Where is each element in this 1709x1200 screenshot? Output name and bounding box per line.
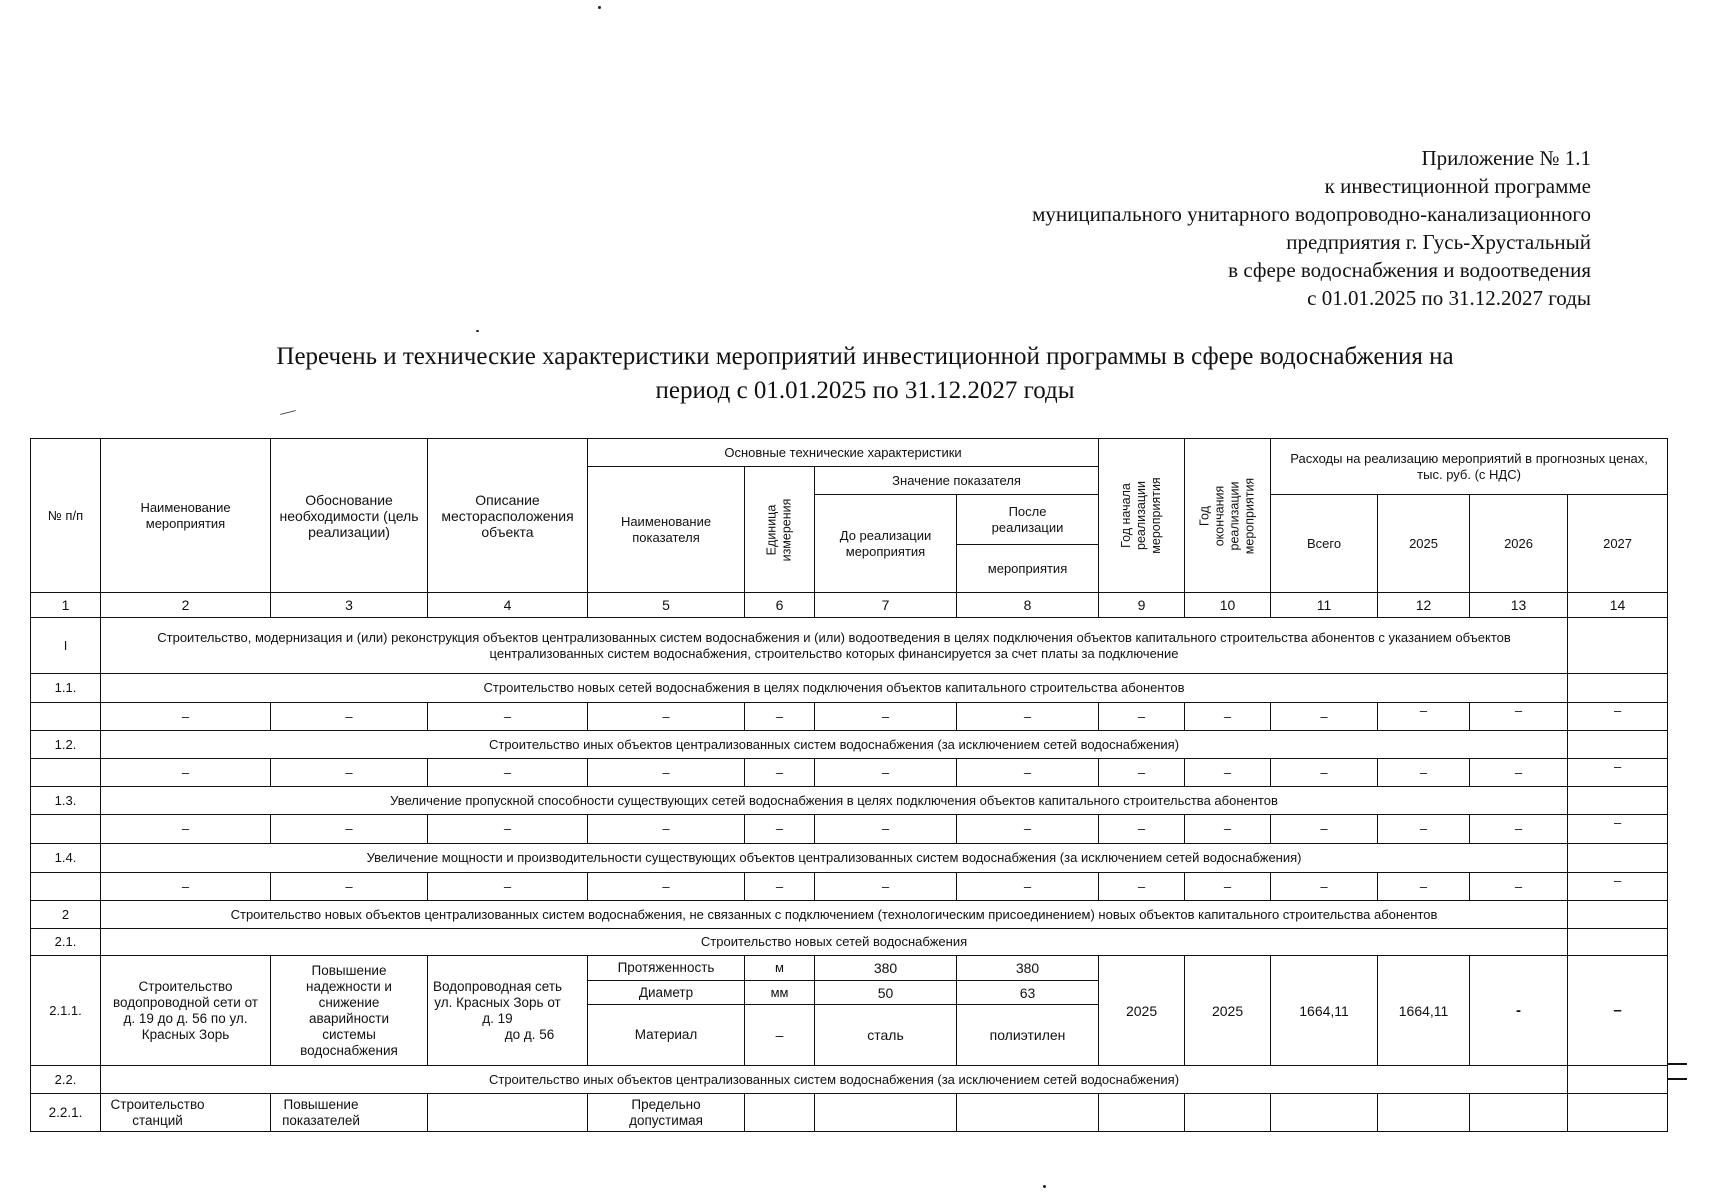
dash-cell: – [1185, 873, 1271, 901]
section-row [31, 929, 1668, 956]
header-indicator-name: Наименование показателя [588, 467, 745, 593]
section-row [31, 674, 1668, 703]
appendix-line: с 01.01.2025 по 31.12.2027 годы [1307, 286, 1591, 310]
empty-cell [1378, 1094, 1470, 1132]
empty-cell [31, 873, 101, 901]
dash-cell: – [428, 703, 588, 731]
header-num: № п/п [31, 439, 101, 593]
dash-cell: – [588, 873, 745, 901]
measure-justification: Повышение показателей [271, 1094, 428, 1132]
indicator-unit: мм [745, 981, 815, 1005]
empty-cell [745, 1094, 815, 1132]
empty-cell [1568, 731, 1668, 759]
empty-cell [31, 815, 101, 844]
dash-cell: – [271, 703, 428, 731]
dash-cell: – [101, 815, 271, 844]
dash-cell: – [1271, 759, 1378, 787]
col-number: 14 [1568, 593, 1668, 618]
empty-cell [1271, 1094, 1378, 1132]
indicator-name: Предельно допустимая [588, 1094, 745, 1132]
empty-cell [428, 1094, 588, 1132]
appendix-line: к инвестиционной программе [1324, 174, 1591, 198]
dash-cell: – [815, 873, 957, 901]
section-row [31, 618, 1668, 674]
measure-row [31, 956, 1668, 981]
title-line-2: период с 01.01.2025 по 31.12.2027 годы [655, 377, 1075, 404]
header-justification: Обоснование необходимости (цель реализации) [271, 439, 428, 593]
section-number: 1.4. [31, 844, 101, 873]
dash-cell: – [1568, 815, 1668, 844]
dash-cell: – [1568, 703, 1668, 731]
header-before: До реализации мероприятия [815, 495, 957, 593]
header-costs: Расходы на реализацию мероприятий в прогнозных ценах, тыс. руб. (с НДС) [1271, 439, 1668, 495]
measure-number: 2.1.1. [31, 956, 101, 1066]
section-number: 2 [31, 901, 101, 929]
section-title: Строительство иных объектов централизованных систем водоснабжения (за исключением сетей водоснабжения) [101, 1066, 1568, 1094]
dash-cell: – [1470, 873, 1568, 901]
dash-cell: – [428, 873, 588, 901]
section-title: Строительство, модернизация и (или) реконструкция объектов централизованных систем водоснабжения и (или) водоотведения в целях подключения объектов капитального строительства абонентов с указанием объектов централизованных систем водоснабжения, строительство которых финансируется за счет платы за подключение [101, 618, 1568, 674]
dash-cell: – [271, 759, 428, 787]
dash-cell: – [1099, 815, 1185, 844]
appendix-line: предприятия г. Гусь-Хрустальный [1286, 230, 1591, 254]
dash-row [31, 815, 1668, 844]
col-number: 12 [1378, 593, 1470, 618]
section-number: 1.3. [31, 787, 101, 815]
dash-cell: – [588, 759, 745, 787]
column-numbers-row [31, 593, 1668, 618]
section-number: 1.1. [31, 674, 101, 703]
dash-cell: – [1470, 759, 1568, 787]
section-title: Строительство иных объектов централизованных систем водоснабжения (за исключением сетей водоснабжения) [101, 731, 1568, 759]
header-total: Всего [1271, 495, 1378, 593]
measure-row [31, 1094, 1668, 1132]
dash-cell: – [1185, 815, 1271, 844]
dash-cell: – [745, 815, 815, 844]
dash-cell: – [957, 759, 1099, 787]
indicator-after: 63 [957, 981, 1099, 1005]
section-title: Увеличение пропускной способности существующих сетей водоснабжения в целях подключения объектов капитального строительства абонентов [101, 787, 1568, 815]
col-number: 2 [101, 593, 271, 618]
year-end: 2025 [1185, 956, 1271, 1066]
location-line-1: Водопроводная сеть ул. Красных Зорь от д. 19 [432, 978, 563, 1026]
dash-cell: – [1271, 815, 1378, 844]
document-title [150, 340, 1580, 408]
empty-cell [31, 703, 101, 731]
dash-cell: – [957, 873, 1099, 901]
empty-cell [1568, 618, 1668, 674]
dash-cell: – [1099, 703, 1185, 731]
dash-cell: – [588, 815, 745, 844]
dash-cell: – [428, 815, 588, 844]
header-after-bottom: мероприятия [957, 545, 1099, 593]
indicator-before: 380 [815, 956, 957, 981]
dash-cell: – [1185, 759, 1271, 787]
dash-cell: – [1271, 703, 1378, 731]
col-number: 5 [588, 593, 745, 618]
section-number: 2.2. [31, 1066, 101, 1094]
empty-cell [31, 759, 101, 787]
empty-cell [1568, 1094, 1668, 1132]
cost-2026: - [1470, 956, 1568, 1066]
dash-cell: – [957, 703, 1099, 731]
dash-cell: – [1099, 759, 1185, 787]
section-title: Строительство новых сетей водоснабжения в целях подключения объектов капитального строительства абонентов [101, 674, 1568, 703]
title-line-1: Перечень и технические характеристики мероприятий инвестиционной программы в сфере водоснабжения на [276, 343, 1454, 370]
dash-cell: – [745, 873, 815, 901]
dash-cell: – [1185, 703, 1271, 731]
cost-2025: 1664,11 [1378, 956, 1470, 1066]
scan-speck [598, 6, 601, 9]
cost-total: 1664,11 [1271, 956, 1378, 1066]
empty-cell [815, 1094, 957, 1132]
empty-cell [1568, 929, 1668, 956]
year-start: 2025 [1099, 956, 1185, 1066]
section-title: Увеличение мощности и производительности существующих объектов централизованных систем водоснабжения (за исключением сетей водоснабжения) [101, 844, 1568, 873]
indicator-unit: м [745, 956, 815, 981]
indicator-unit: – [745, 1005, 815, 1066]
dash-cell: – [1378, 873, 1470, 901]
section-title: Строительство новых объектов централизованных систем водоснабжения, не связанных с подключением (технологическим присоединением) новых объектов капитального строительства абонентов [101, 901, 1568, 929]
location-line-2: до д. 56 [504, 1026, 555, 1042]
dash-cell: – [271, 815, 428, 844]
indicator-name: Материал [588, 1005, 745, 1066]
header-2025: 2025 [1378, 495, 1470, 593]
empty-cell [1568, 787, 1668, 815]
dash-cell: – [1378, 759, 1470, 787]
section-number: 1.2. [31, 731, 101, 759]
dash-cell: – [745, 703, 815, 731]
col-number: 4 [428, 593, 588, 618]
dash-cell: – [1568, 873, 1668, 901]
section-number: I [31, 618, 101, 674]
dash-cell: – [1378, 703, 1470, 731]
col-number: 8 [957, 593, 1099, 618]
section-row [31, 844, 1668, 873]
header-2026: 2026 [1470, 495, 1568, 593]
measure-justification: Повышение надежности и снижение аварийности системы водоснабжения [271, 956, 428, 1066]
dash-cell: – [101, 703, 271, 731]
header-indicator-value: Значение показателя [815, 467, 1099, 495]
empty-cell [1568, 901, 1668, 929]
empty-cell [1568, 1066, 1668, 1094]
dash-row [31, 703, 1668, 731]
section-title: Строительство новых сетей водоснабжения [101, 929, 1568, 956]
dash-cell: – [957, 815, 1099, 844]
dash-cell: – [1378, 815, 1470, 844]
dash-cell: – [101, 873, 271, 901]
scan-rule-line [1667, 1078, 1687, 1080]
dash-cell: – [745, 759, 815, 787]
empty-cell [1099, 1094, 1185, 1132]
measure-number: 2.2.1. [31, 1094, 101, 1132]
scan-mark [280, 410, 296, 415]
dash-cell: – [271, 873, 428, 901]
header-year-start: Год начала реализации мероприятия [1099, 439, 1185, 593]
indicator-name: Диаметр [588, 981, 745, 1005]
indicator-after: 380 [957, 956, 1099, 981]
section-row [31, 1066, 1668, 1094]
dash-cell: – [1271, 873, 1378, 901]
dash-cell: – [101, 759, 271, 787]
header-name: Наименование мероприятия [101, 439, 271, 593]
col-number: 7 [815, 593, 957, 618]
header-after-top: После реализации [957, 495, 1099, 545]
dash-cell: – [428, 759, 588, 787]
dash-cell: – [815, 703, 957, 731]
cost-2027: – [1568, 956, 1668, 1066]
header-unit: Единица измерения [745, 467, 815, 593]
col-number: 13 [1470, 593, 1568, 618]
col-number: 1 [31, 593, 101, 618]
header-tech-characteristics: Основные технические характеристики [588, 439, 1099, 467]
dash-row [31, 759, 1668, 787]
measure-name: Строительство водопроводной сети от д. 19 до д. 56 по ул. Красных Зорь [101, 956, 271, 1066]
empty-cell [1470, 1094, 1568, 1132]
appendix-line: Приложение № 1.1 [1421, 146, 1591, 170]
dash-cell: – [1099, 873, 1185, 901]
scan-speck [476, 330, 479, 332]
section-number: 2.1. [31, 929, 101, 956]
section-row [31, 731, 1668, 759]
col-number: 3 [271, 593, 428, 618]
dash-cell: – [1470, 703, 1568, 731]
section-row [31, 901, 1668, 929]
col-number: 11 [1271, 593, 1378, 618]
measure-name: Строительство станций [101, 1094, 271, 1132]
indicator-name: Протяженность [588, 956, 745, 981]
appendix-line: муниципального унитарного водопроводно-канализационного [1032, 202, 1591, 226]
scan-rule-line [1667, 1063, 1687, 1065]
indicator-before: сталь [815, 1005, 957, 1066]
indicator-before: 50 [815, 981, 957, 1005]
header-year-end: Год окончания реализации мероприятия [1185, 439, 1271, 593]
measures-table [30, 438, 1668, 1132]
dash-cell: – [1470, 815, 1568, 844]
dash-cell: – [815, 759, 957, 787]
empty-cell [1568, 844, 1668, 873]
col-number: 10 [1185, 593, 1271, 618]
empty-cell [1185, 1094, 1271, 1132]
indicator-after: полиэтилен [957, 1005, 1099, 1066]
dash-cell: – [1568, 759, 1668, 787]
header-location: Описание месторасположения объекта [428, 439, 588, 593]
measure-location [428, 956, 588, 1066]
empty-cell [1568, 674, 1668, 703]
dash-row [31, 873, 1668, 901]
section-row [31, 787, 1668, 815]
scan-speck [1043, 1185, 1046, 1188]
appendix-line: в сфере водоснабжения и водоотведения [1228, 258, 1591, 282]
empty-cell [957, 1094, 1099, 1132]
dash-cell: – [588, 703, 745, 731]
dash-cell: – [815, 815, 957, 844]
appendix-header [1032, 144, 1591, 312]
col-number: 9 [1099, 593, 1185, 618]
col-number: 6 [745, 593, 815, 618]
header-2027: 2027 [1568, 495, 1668, 593]
